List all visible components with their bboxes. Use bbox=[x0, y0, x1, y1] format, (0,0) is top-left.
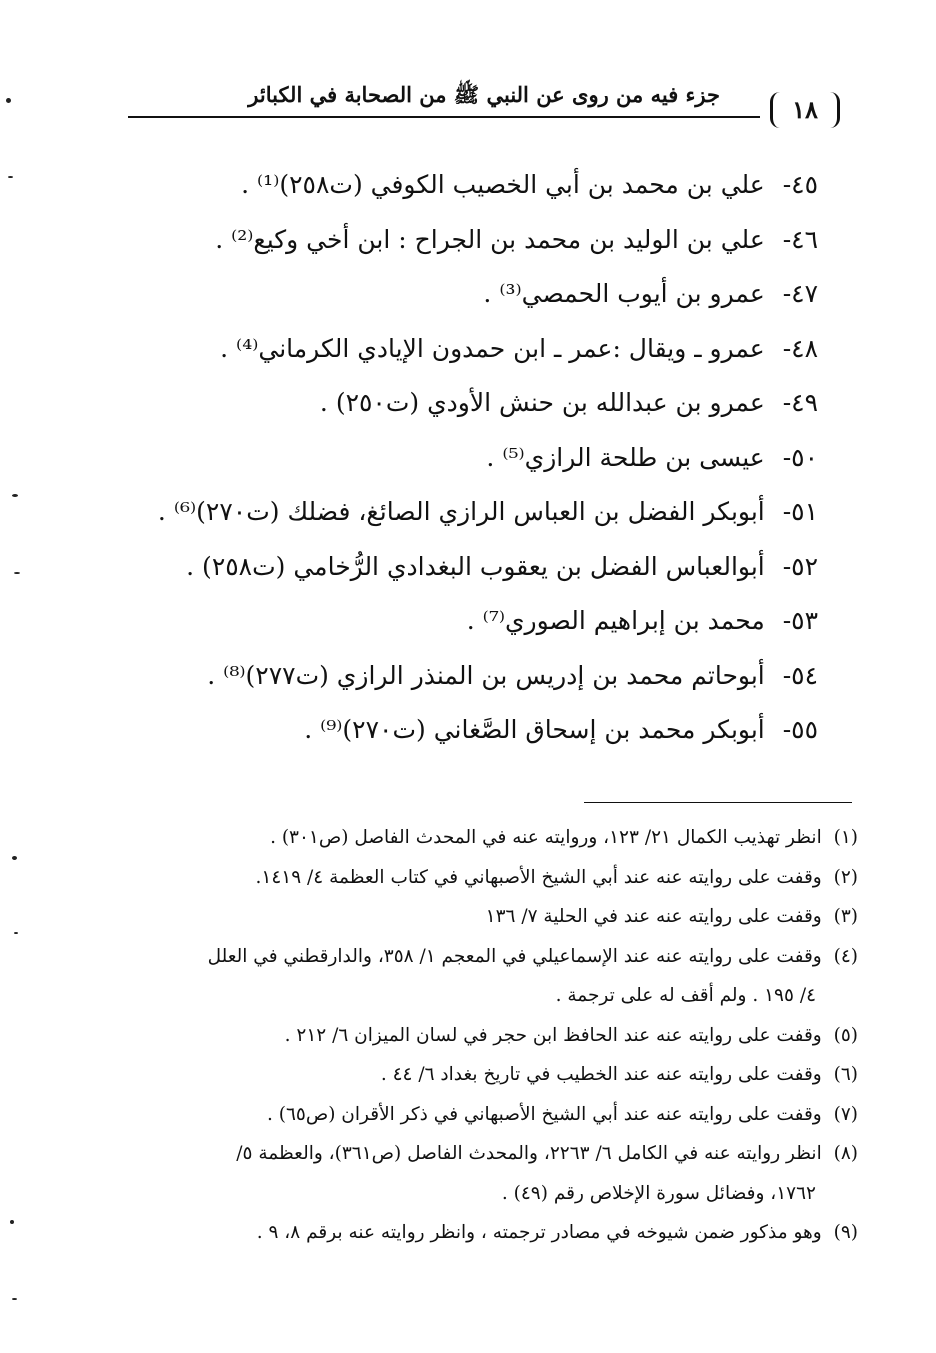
footnote-number: (١) bbox=[833, 827, 858, 848]
footnote-number: (٦) bbox=[833, 1064, 858, 1085]
entry-number: ٤٦- bbox=[782, 224, 818, 254]
list-item bbox=[118, 703, 818, 758]
entry-number: ٥٥- bbox=[782, 715, 818, 744]
entry-number: ٤٨- bbox=[782, 333, 818, 363]
footnote-text: وقفت على روايته عنه عند الإسماعيلي في المعجم ١/ ٣٥٨، والدارقطني في العلل bbox=[207, 945, 822, 967]
footnote-continuation: ٤/ ١٩٥ . ولم أقف له على ترجمة . bbox=[555, 985, 816, 1006]
scan-speck bbox=[10, 1220, 14, 1224]
footnote-separator bbox=[584, 802, 852, 803]
entry-text: أبوبكر محمد بن إسحاق الصَّغاني (ت٢٧٠)⁽⁹⁾ . bbox=[304, 715, 765, 744]
footnote-number: (٨) bbox=[833, 1143, 858, 1164]
footnote bbox=[146, 897, 858, 937]
list-item bbox=[118, 431, 818, 486]
footnote-text: وقفت على روايته عنه عند الخطيب في تاريخ بغداد ٦/ ٤٤ . bbox=[380, 1064, 822, 1085]
footnote bbox=[146, 1134, 858, 1174]
entry-number: ٥٤- bbox=[782, 660, 818, 690]
footnote-continuation: ١٧٦٢، وفضائل سورة الإخلاص رقم (٤٩) . bbox=[501, 1182, 816, 1204]
list-item bbox=[118, 594, 818, 649]
footnote bbox=[146, 858, 858, 898]
scan-speck bbox=[12, 494, 18, 497]
entry-text: عيسى بن طلحة الرازي⁽⁵⁾ . bbox=[486, 442, 765, 472]
list-item bbox=[118, 376, 818, 431]
footnote-number: (٩) bbox=[833, 1222, 858, 1243]
footnote bbox=[146, 1213, 858, 1253]
entry-list bbox=[118, 158, 818, 758]
footnote-number: (٣) bbox=[833, 906, 858, 927]
entry-number: ٥٠- bbox=[782, 442, 818, 472]
list-item bbox=[118, 158, 818, 213]
entry-text: علي بن الوليد بن محمد بن الجراح : ابن أخي وكيع⁽²⁾ . bbox=[215, 224, 765, 254]
entry-text: أبوحاتم محمد بن إدريس بن المنذر الرازي (ت٢٧٧)⁽⁸⁾ . bbox=[207, 660, 765, 690]
entry-number: ٥٢- bbox=[782, 551, 818, 581]
list-item bbox=[118, 322, 818, 377]
scan-speck bbox=[12, 1298, 17, 1300]
running-header bbox=[128, 78, 840, 138]
footnote-text: وهو مذكور ضمن شيوخه في مصادر ترجمته ، وانظر روايته عنه برقم ٨، ٩ . bbox=[256, 1222, 822, 1243]
entry-number: ٤٧- bbox=[782, 279, 818, 308]
entry-number: ٤٥- bbox=[782, 170, 818, 199]
footnote bbox=[146, 818, 858, 858]
footnote bbox=[146, 1095, 858, 1135]
list-item bbox=[118, 213, 818, 268]
scan-speck bbox=[14, 932, 18, 934]
footnote-number: (٢) bbox=[833, 866, 858, 888]
entry-number: ٥٣- bbox=[782, 606, 818, 635]
footnote-number: (٥) bbox=[833, 1024, 858, 1046]
footnote-text: وقفت على روايته عنه عند الحافظ ابن حجر في لسان الميزان ٦/ ٢١٢ . bbox=[284, 1024, 822, 1046]
page-number: ١٨ bbox=[770, 92, 840, 128]
list-item bbox=[118, 540, 818, 595]
header-rule bbox=[128, 116, 760, 118]
footnote-text: انظر روايته عنه في الكامل ٦/ ٢٢٦٣، والمحدث الفاصل (ص٣٦١)، والعظمة ٥/ bbox=[236, 1143, 822, 1164]
scan-speck bbox=[8, 176, 13, 178]
header-title: جزء فيه من روى عن النبي ﷺ من الصحابة في الكبائر bbox=[248, 82, 720, 107]
footnote-text: وقفت على روايته عنه عند أبي الشيخ الأصبهاني في كتاب العظمة ٤/ ١٤١٩. bbox=[255, 866, 822, 888]
entry-text: علي بن محمد بن أبي الخصيب الكوفي (ت٢٥٨)⁽¹⁾ . bbox=[241, 170, 765, 199]
footnote-text: وقفت على روايته عنه عند أبي الشيخ الأصبهاني في ذكر الأقران (ص٦٥) . bbox=[266, 1103, 822, 1125]
footnote-list bbox=[146, 818, 858, 1253]
scan-speck bbox=[6, 98, 11, 103]
list-item bbox=[118, 649, 818, 704]
list-item bbox=[118, 485, 818, 540]
entry-text: عمرو بن أيوب الحمصي⁽³⁾ . bbox=[483, 279, 765, 308]
entry-number: ٥١- bbox=[782, 497, 818, 526]
footnote-number: (٤) bbox=[833, 945, 858, 967]
footnote bbox=[146, 1016, 858, 1056]
list-item bbox=[118, 267, 818, 322]
entry-text: عمرو ـ ويقال :عمر ـ ابن حمدون الإيادي الكرماني⁽⁴⁾ . bbox=[220, 333, 765, 363]
entry-text: أبوالعباس الفضل بن يعقوب البغدادي الرُّخامي (ت٢٥٨) . bbox=[186, 551, 765, 581]
entry-text: محمد بن إبراهيم الصوري⁽⁷⁾ . bbox=[466, 606, 765, 635]
entry-text: عمرو بن عبدالله بن حنش الأودي (ت٢٥٠) . bbox=[319, 388, 765, 417]
entry-number: ٤٩- bbox=[782, 388, 818, 417]
footnote-number: (٧) bbox=[833, 1103, 858, 1125]
footnote bbox=[146, 1055, 858, 1095]
entry-text: أبوبكر الفضل بن العباس الرازي الصائغ، فضلك (ت٢٧٠)⁽⁶⁾ . bbox=[157, 497, 765, 526]
footnote-text: وقفت على روايته عنه عند في الحلية ٧/ ١٣٦ bbox=[485, 906, 822, 927]
scan-speck bbox=[14, 572, 20, 574]
scan-speck bbox=[12, 856, 17, 860]
footnote-text: انظر تهذيب الكمال ٢١/ ١٢٣، وروايته عنه في المحدث الفاصل (ص٣٠١) . bbox=[270, 827, 822, 848]
footnote bbox=[146, 937, 858, 977]
